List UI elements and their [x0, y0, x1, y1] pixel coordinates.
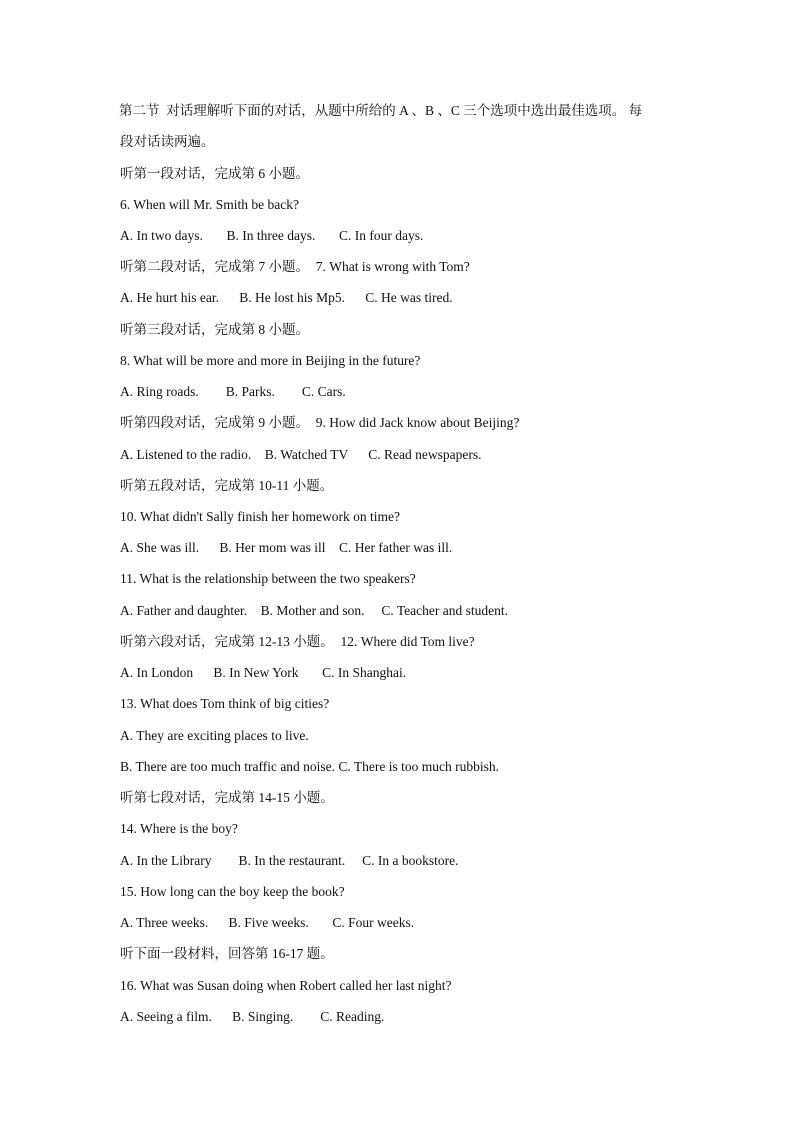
- answer-options: A. In London B. In New York C. In Shanghai.: [120, 665, 407, 680]
- dialogue-instruction: 听第五段对话，完成第 10-11 小题。: [120, 478, 334, 493]
- dialogue-instruction: 听第七段对话，完成第 14-15 小题。: [120, 790, 334, 805]
- question: 14. Where is the boy?: [120, 821, 238, 836]
- question: 10. What didn't Sally finish her homework on time?: [120, 509, 401, 524]
- dialogue-instruction: 听第一段对话，完成第 6 小题。: [120, 166, 309, 181]
- dialogue-instruction: 听第六段对话，完成第 12-13 小题。 12. Where did Tom live?: [120, 634, 475, 649]
- answer-options: B. There are too much traffic and noise. C. There is too much rubbish.: [120, 759, 500, 774]
- answer-option: A. They are exciting places to live.: [120, 728, 309, 743]
- answer-options: A. Father and daughter. B. Mother and son. C. Teacher and student.: [120, 603, 508, 618]
- dialogue-instruction: 听第三段对话，完成第 8 小题。: [120, 322, 309, 337]
- question: 16. What was Susan doing when Robert called her last night?: [120, 978, 452, 993]
- question: 8. What will be more and more in Beijing in the future?: [120, 353, 421, 368]
- answer-options: A. She was ill. B. Her mom was ill C. Her father was ill.: [120, 540, 453, 555]
- question: 15. How long can the boy keep the book?: [120, 884, 345, 899]
- answer-options: A. Ring roads. B. Parks. C. Cars.: [120, 384, 346, 399]
- answer-options: A. Listened to the radio. B. Watched TV C. Read newspapers.: [120, 447, 482, 462]
- section-heading: 第二节 对话理解听下面的对话，从题中所给的 A 、B 、C 三个选项中选出最佳选项。 每: [119, 103, 643, 118]
- question: 11. What is the relationship between the two speakers?: [120, 571, 416, 586]
- question: 6. When will Mr. Smith be back?: [120, 197, 299, 212]
- answer-options: A. In the Library B. In the restaurant. C. In a bookstore.: [120, 853, 459, 868]
- dialogue-instruction: 听第二段对话，完成第 7 小题。 7. What is wrong with Tom?: [120, 259, 470, 274]
- section-heading-continued: 段对话读两遍。: [120, 134, 215, 149]
- answer-options: A. In two days. B. In three days. C. In four days.: [120, 228, 424, 243]
- dialogue-instruction: 听第四段对话，完成第 9 小题。 9. How did Jack know about Beijing?: [120, 415, 520, 430]
- answer-options: A. He hurt his ear. B. He lost his Mp5. C. He was tired.: [120, 290, 453, 305]
- answer-options: A. Seeing a film. B. Singing. C. Reading.: [120, 1009, 385, 1024]
- answer-options: A. Three weeks. B. Five weeks. C. Four weeks.: [120, 915, 415, 930]
- dialogue-instruction: 听下面一段材料，回答第 16-17 题。: [120, 946, 334, 961]
- question: 13. What does Tom think of big cities?: [120, 696, 330, 711]
